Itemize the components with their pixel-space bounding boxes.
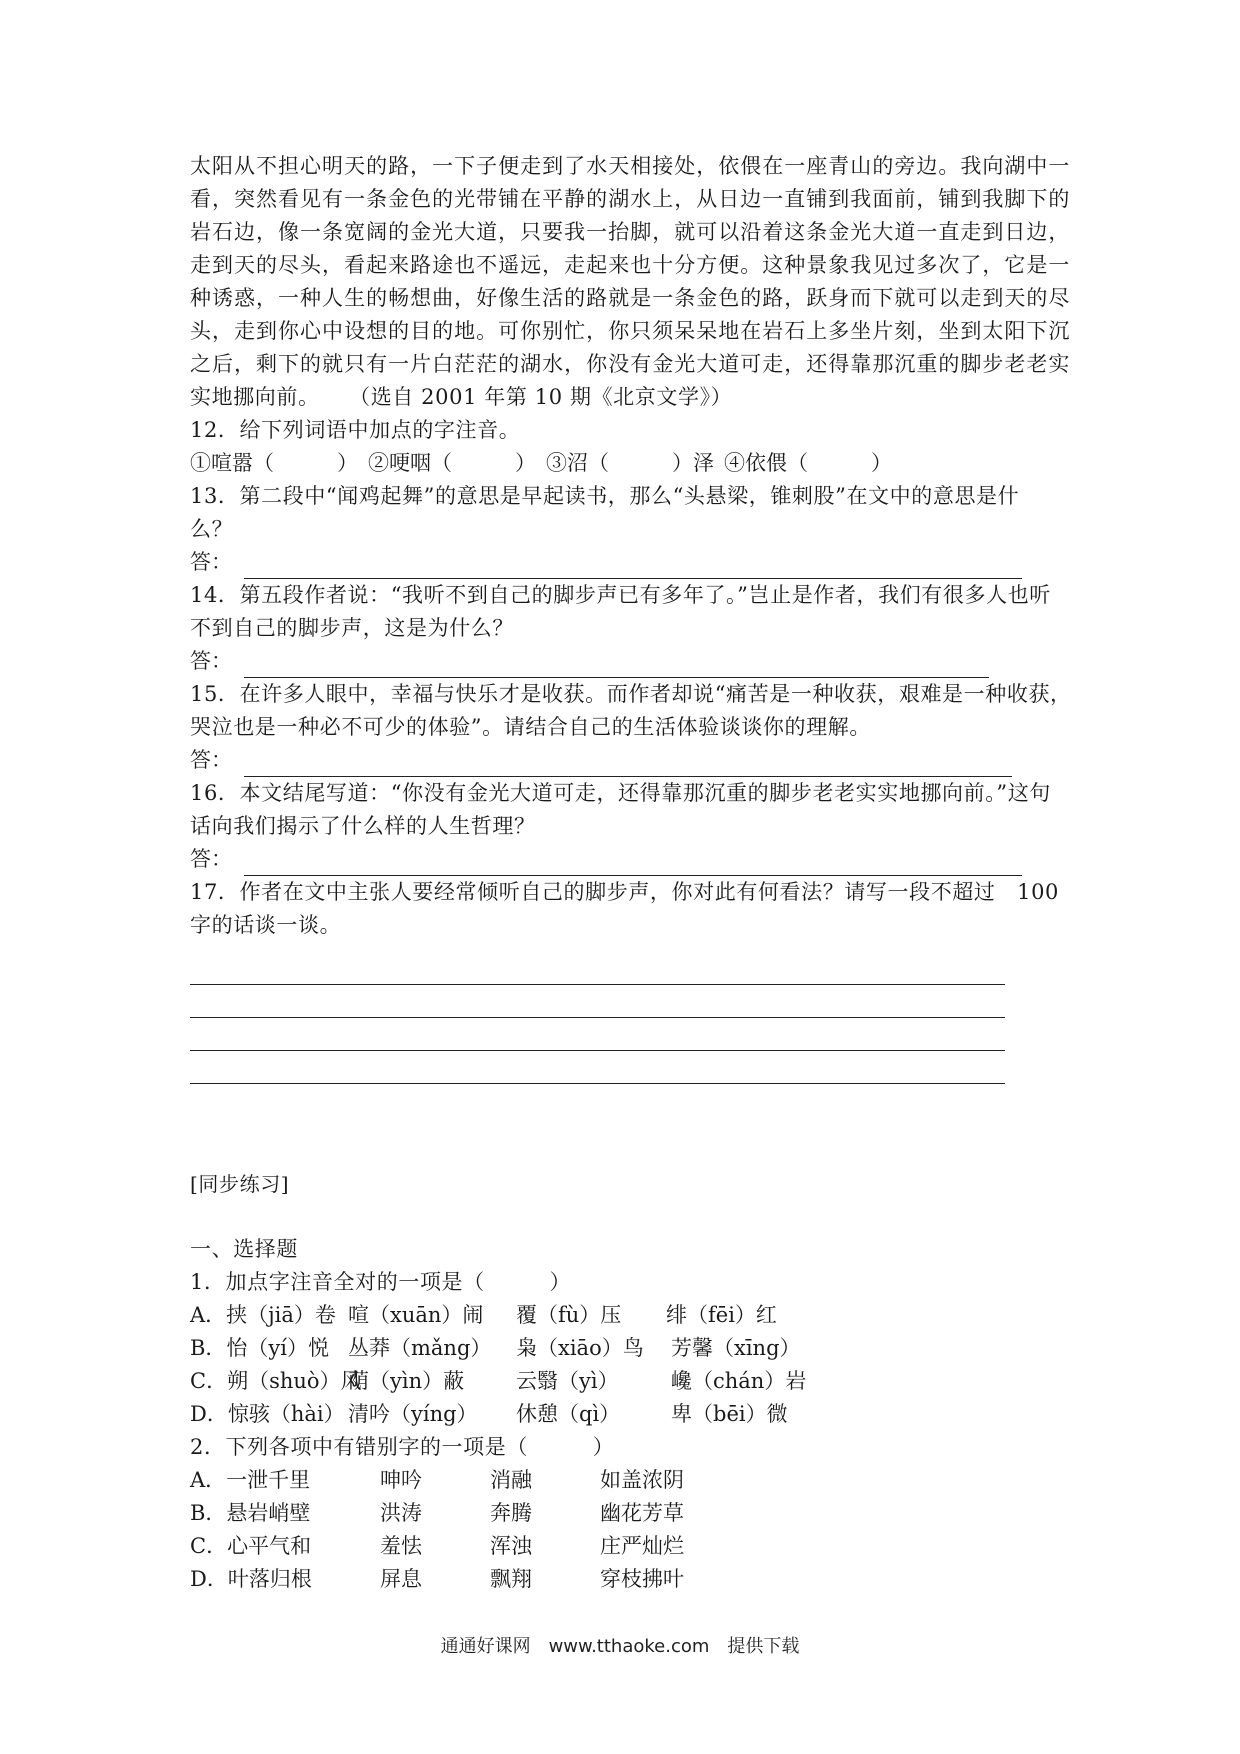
option-item: C．心平气和 [190,1534,312,1558]
passage-text: 太阳从不担心明天的路，一下子便走到了水天相接处，依偎在一座青山的旁边。我向湖中一看，突然看见有一条金色的光带铺在平静的湖水上，从日边一直铺到我面前，铺到我脚下的岩石边，像一条宽阔的金光大道，只要我一抬脚，就可以沿着这条金光大道一直走到日边，走到天的尽头，看起来路途也不遥远，走起来也十分方便。这种景象我见过多次了，它是一种诱惑，一种人生的畅想曲，好像生活的路就是一条金色的路，跃身而下就可以走到天的尽头，走到你心中设想的目的地。可你别忙，你只须呆呆地在岩石上多坐片刻，坐到太阳下沉之后，剩下的就只有一片白茫茫的湖水，你没有金光大道可走，还得靠那沉重的脚步老老实实地挪向前。 [190,154,1070,409]
question-12 [190,414,1070,480]
option-item: 奔腾 [490,1501,532,1525]
q12-item-2: ②哽咽（ ） [368,451,536,475]
option-item: 幽花芳草 [600,1501,684,1525]
mc2-option-a [190,1464,1070,1497]
q12-item-4: ④依偎（ ） [724,451,892,475]
question-16 [190,777,1070,876]
question-14-stem-line1: 14．第五段作者说：“我听不到自己的脚步声已有多年了。”岂止是作者，我们有很多人也听 [190,583,1051,607]
option-item: B．悬岩峭壁 [190,1501,311,1525]
question-15-stem-line2: 哭泣也是一种必不可少的体验”。请结合自己的生活体验谈谈你的理解。 [190,715,871,739]
answer-line[interactable] [244,753,1012,777]
option-item: 丛莽（mǎng） [348,1336,492,1360]
option-item: 屏息 [380,1567,422,1591]
option-item: 清吟（yíng） [348,1402,478,1426]
page-footer: 通通好课网 www.tthaoke.com 提供下载 [440,1636,800,1657]
option-item: 休憩（qì） [516,1402,621,1426]
passage-paragraph [190,150,1070,414]
option-item: 巉（chán）岩 [671,1369,807,1393]
q12-item-3: ③沼（ ）泽 [546,451,714,475]
option-item: 枭（xiāo）鸟 [516,1336,644,1360]
answer-line[interactable] [190,1051,1005,1084]
practice-heading: [同步练习] [190,1172,290,1196]
option-item: 羞怯 [380,1534,422,1558]
reading-passage [190,150,1070,414]
question-17-stem-line1: 17．作者在文中主张人要经常倾听自己的脚步声，你对此有何看法？请写一段不超过 100 [190,880,1060,904]
option-item: 飘翔 [490,1567,532,1591]
question-15-stem-line1: 15．在许多人眼中，幸福与快乐才是收获。而作者却说“痛苦是一种收获，艰难是一种收获， [190,682,1072,706]
option-item: A．一泄千里 [190,1468,311,1492]
question-17-answer-area [190,952,1070,1084]
question-15-answer [190,744,1070,777]
option-item: C．朔（shuò）风 [190,1369,362,1393]
question-14 [190,579,1070,678]
question-16-answer [190,843,1070,876]
question-13-answer [190,546,1070,579]
practice-exercises [190,1233,1070,1596]
mc2-stem: 2．下列各项中有错别字的一项是（ ） [190,1435,615,1459]
option-item: 芳馨（xīng） [671,1336,801,1360]
option-item: 如盖浓阴 [600,1468,684,1492]
answer-line[interactable] [190,952,1005,985]
question-16-stem-line1: 16．本文结尾写道：“你没有金光大道可走，还得靠那沉重的脚步老老实实地挪向前。”这句 [190,781,1051,805]
option-item: 卑（bēi）微 [671,1402,788,1426]
question-17 [190,876,1070,1084]
option-item: 呻吟 [380,1468,422,1492]
mc1-option-a [190,1299,1070,1332]
question-14-answer [190,645,1070,678]
mc2-option-c [190,1530,1070,1563]
answer-line[interactable] [244,555,1022,579]
answer-line[interactable] [190,985,1005,1018]
question-13-stem-line2: 么？ [190,517,234,541]
q12-item-1: ①喧嚣（ ） [190,451,358,475]
option-item: 覆（fù）压 [516,1303,622,1327]
mc1-option-d [190,1398,1070,1431]
option-item: 穿枝拂叶 [600,1567,684,1591]
mc2-option-d [190,1563,1070,1596]
mc1-stem: 1．加点字注音全对的一项是（ ） [190,1270,572,1294]
answer-label: 答： [190,550,232,574]
option-item: 洪涛 [380,1501,422,1525]
option-item: 云翳（yì） [516,1369,619,1393]
answer-label: 答： [190,847,232,871]
option-item: D．惊骇（hài） [190,1402,345,1426]
passage-source: （选自 2001 年第 10 期《北京文学》） [359,385,733,409]
mc1-option-b [190,1332,1070,1365]
option-item: A．挟（jiā）卷 [190,1303,336,1327]
question-14-stem-line2: 不到自己的脚步声，这是为什么？ [190,616,514,640]
answer-line[interactable] [244,654,989,678]
option-item: D．叶落归根 [190,1567,312,1591]
mc1-option-c [190,1365,1070,1398]
mc2-option-b [190,1497,1070,1530]
question-12-items [190,447,1070,480]
question-13-stem-line1: 13．第二段中“闻鸡起舞”的意思是早起读书，那么“头悬梁，锥刺股”在文中的意思是什 [190,484,1020,508]
option-item: 庄严灿烂 [600,1534,684,1558]
option-item: 浑浊 [490,1534,532,1558]
option-item: 喧（xuān）闹 [348,1303,484,1327]
option-item: 消融 [490,1468,532,1492]
question-16-stem-line2: 话向我们揭示了什么样的人生哲理？ [190,814,536,838]
question-12-stem: 12．给下列词语中加点的字注音。 [190,418,521,442]
practice-heading-block [190,1168,1070,1201]
answer-label: 答： [190,748,232,772]
answer-line[interactable] [244,852,1022,876]
section-heading: 一、选择题 [190,1237,298,1261]
question-17-stem-line2: 字的话谈一谈。 [190,913,342,937]
answer-line[interactable] [190,1018,1005,1051]
answer-label: 答： [190,649,232,673]
question-15 [190,678,1070,777]
option-item: 绯（fēi）红 [666,1303,777,1327]
option-item: 荫（yìn）蔽 [348,1369,465,1393]
question-13 [190,480,1070,579]
option-item: B．怡（yí）悦 [190,1336,330,1360]
